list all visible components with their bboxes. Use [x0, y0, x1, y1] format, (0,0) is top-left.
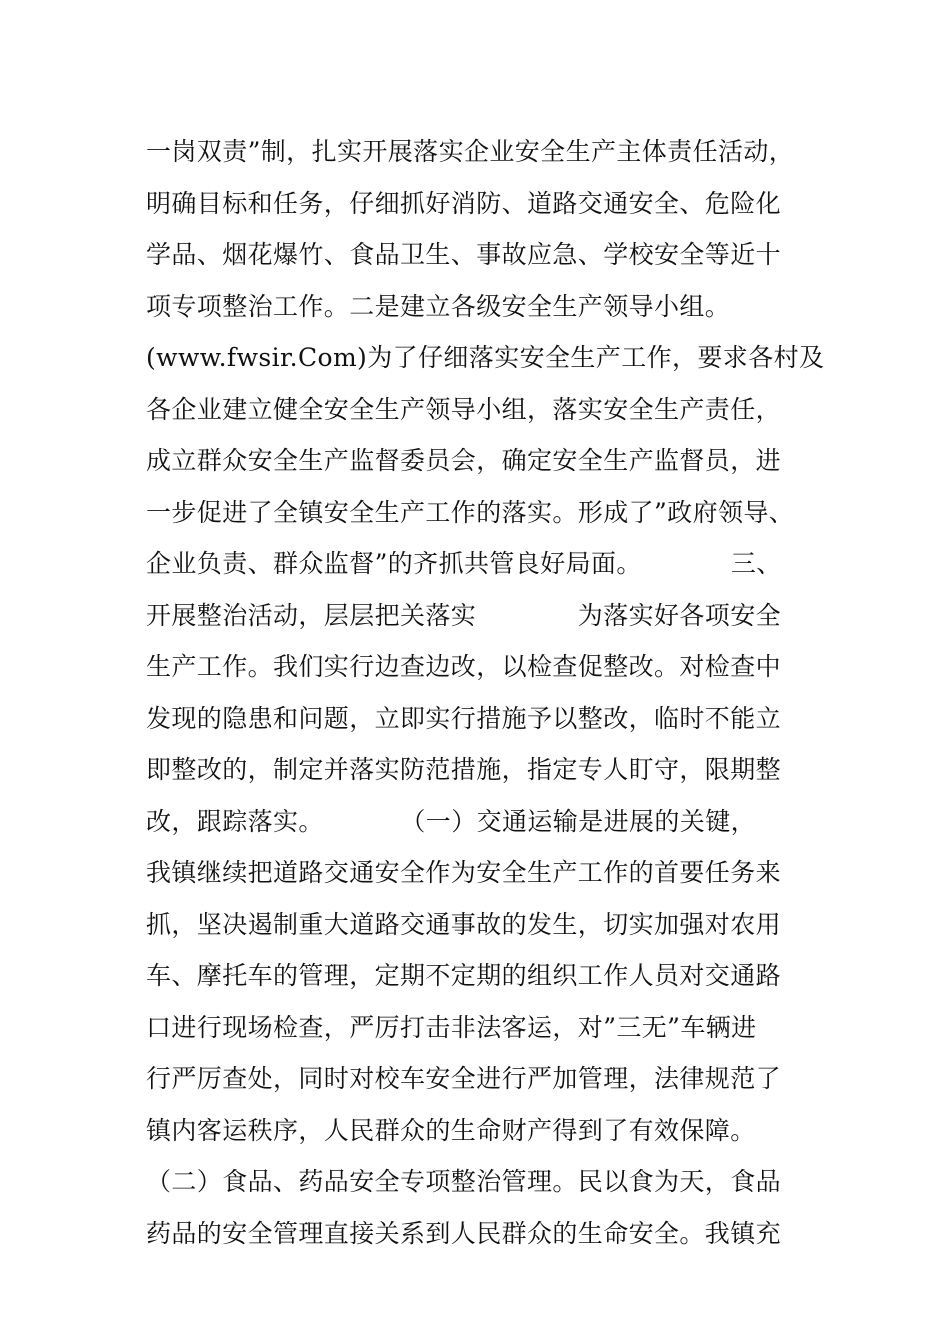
text-line: 我镇继续把道路交通安全作为安全生产工作的首要任务来 [146, 858, 782, 887]
text-line: 生产工作。我们实行边查边改，以检查促整改。对检查中 [146, 652, 782, 681]
text-line: 开展整治活动，层层把关落实 为落实好各项安全 [146, 600, 782, 630]
text-line: 企业负责、群众监督”的齐抓共管良好局面。 三、 [146, 549, 782, 578]
text-line: 行严厉查处，同时对校车安全进行严加管理，法律规范了 [146, 1064, 782, 1093]
text-line: 一步促进了全镇安全生产工作的落实。形成了”政府领导、 [146, 497, 795, 527]
text-line: 项专项整治工作。二是建立各级安全生产领导小组。 [146, 291, 731, 321]
text-line: 口进行现场检查，严厉打击非法客运，对”三无”车辆进 [146, 1012, 757, 1042]
text-line: 发现的隐患和问题，立即实行措施予以整改，临时不能立 [146, 703, 782, 733]
text-line: 改，跟踪落实。 （一）交通运输是进展的关键， [146, 806, 757, 836]
text-line: 学品、烟花爆竹、食品卫生、事故应急、学校安全等近十 [146, 240, 782, 269]
text-line: （二）食品、药品安全专项整治管理。民以食为天，食品 [146, 1167, 782, 1196]
text-line: 车、摩托车的管理，定期不定期的组织工作人员对交通路 [146, 961, 782, 990]
body-text [146, 126, 826, 1259]
text-line: (www.fwsir.Com)为了仔细落实安全生产工作，要求各村及 [146, 343, 825, 372]
text-line: 即整改的，制定并落实防范措施，指定专人盯守，限期整 [146, 755, 782, 784]
text-line: 各企业建立健全安全生产领导小组，落实安全生产责任， [146, 394, 782, 424]
text-line: 一岗双责”制，扎实开展落实企业安全生产主体责任活动， [146, 137, 795, 166]
text-line: 成立群众安全生产监督委员会，确定安全生产监督员，进 [146, 446, 782, 475]
text-line: 明确目标和任务，仔细抓好消防、道路交通安全、危险化 [146, 188, 782, 218]
text-line: 抓，坚决遏制重大道路交通事故的发生，切实加强对农用 [146, 909, 782, 939]
text-line: 药品的安全管理直接关系到人民群众的生命安全。我镇充 [146, 1218, 782, 1248]
text-line: 镇内客运秩序，人民群众的生命财产得到了有效保障。 [146, 1115, 756, 1145]
